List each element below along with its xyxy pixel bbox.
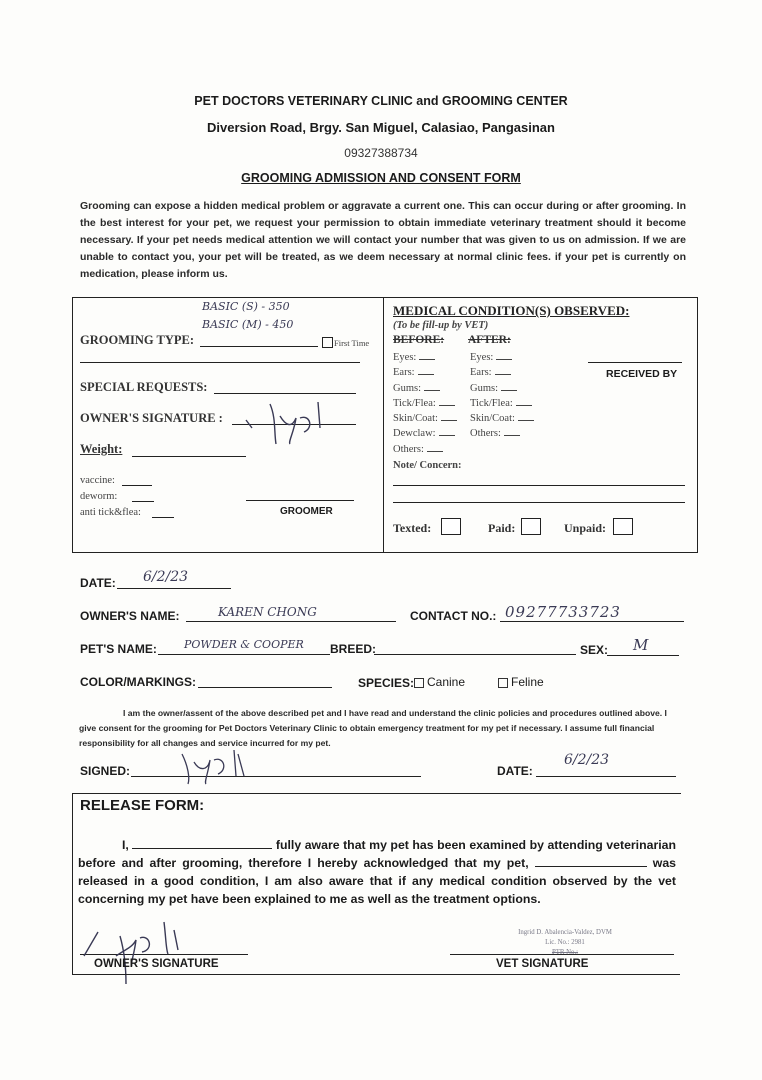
after-blank[interactable] bbox=[501, 382, 517, 391]
after-label: Ears: bbox=[470, 367, 492, 379]
note-line-2[interactable] bbox=[393, 502, 685, 503]
release-vet-sig-label: VET SIGNATURE bbox=[496, 958, 589, 970]
grooming-extra-line[interactable] bbox=[80, 362, 360, 363]
before-row bbox=[393, 397, 457, 412]
before-row bbox=[393, 366, 457, 381]
signing-date-value: 6/2/23 bbox=[564, 752, 610, 768]
signing-date-label: DATE: bbox=[497, 764, 533, 778]
date-line[interactable] bbox=[117, 588, 231, 589]
signing-date-line[interactable] bbox=[536, 776, 676, 777]
signed-label: SIGNED: bbox=[80, 764, 131, 778]
before-label: Skin/Coat: bbox=[393, 413, 438, 425]
form-title: GROOMING ADMISSION AND CONSENT FORM bbox=[241, 171, 521, 185]
intro-paragraph: Grooming can expose a hidden medical problem or aggravate a current one. This can occur during or after grooming. In the best interest for your pet, we request your permission to obtain immediate veterinary treatment should it become necessary. If your pet needs medical attention we will contact your number that was given to us on admission. If we are unable to contact you, your pet will be treated, as we deem necessary at normal clinic fees. if your pet is currently on medication, please inform us. bbox=[80, 200, 686, 280]
paid-label: Paid: bbox=[488, 521, 516, 535]
before-row bbox=[393, 443, 457, 458]
grooming-type-hand-1: BASIC (S) - 350 bbox=[202, 300, 290, 313]
before-label: BEFORE: bbox=[393, 334, 445, 346]
after-blank[interactable] bbox=[496, 351, 512, 360]
owner-name-label: OWNER'S NAME: bbox=[80, 609, 180, 623]
breed-line[interactable] bbox=[374, 654, 576, 655]
contact-label: CONTACT NO.: bbox=[410, 609, 497, 623]
after-row bbox=[470, 427, 534, 442]
consent-paragraph: I am the owner/assent of the above described pet and I have read and understand the clinic policies and procedures outlined above. I give consent for the grooming for Pet Doctors Veterinary Clinic to obtain emergency treatment for my pet if necessary. I assume full financial responsibility for all changes and service incurred for my pet. bbox=[79, 708, 667, 748]
release-text-1: I, bbox=[122, 838, 129, 852]
before-blank[interactable] bbox=[441, 412, 457, 421]
after-label: Skin/Coat: bbox=[470, 413, 515, 425]
sex-value: M bbox=[633, 636, 649, 654]
sex-line[interactable] bbox=[607, 655, 679, 656]
color-markings-label: COLOR/MARKINGS: bbox=[80, 675, 196, 689]
release-paragraph bbox=[78, 836, 676, 908]
before-blank[interactable] bbox=[439, 397, 455, 406]
after-blank[interactable] bbox=[516, 397, 532, 406]
groomer-line[interactable] bbox=[246, 500, 354, 501]
groomer-label: GROOMER bbox=[280, 506, 333, 517]
release-vet-sig-line[interactable] bbox=[450, 954, 674, 955]
after-label: Others: bbox=[470, 428, 501, 440]
after-row bbox=[470, 412, 534, 427]
species-label: SPECIES: bbox=[358, 676, 415, 690]
contact-value: 09277733723 bbox=[505, 603, 621, 621]
clinic-address: Diversion Road, Brgy. San Miguel, Calasiao, Pangasinan bbox=[207, 120, 555, 135]
before-label: Gums: bbox=[393, 382, 422, 394]
before-row bbox=[393, 412, 457, 427]
before-label: Dewclaw: bbox=[393, 428, 436, 440]
after-blank[interactable] bbox=[504, 427, 520, 436]
note-line-1[interactable] bbox=[393, 485, 685, 486]
special-requests-line[interactable] bbox=[214, 393, 356, 394]
vet-stamp-ptr: PTR No.: bbox=[551, 949, 579, 956]
note-label: Note/ Concern: bbox=[393, 460, 462, 471]
grooming-type-line[interactable] bbox=[200, 346, 318, 347]
owner-name-value: KAREN CHONG bbox=[218, 605, 317, 619]
antitick-line[interactable] bbox=[152, 517, 174, 518]
release-owner-sig-label: OWNER'S SIGNATURE bbox=[94, 958, 219, 970]
before-blank[interactable] bbox=[439, 427, 455, 436]
texted-checkbox[interactable] bbox=[441, 518, 461, 535]
before-blank[interactable] bbox=[424, 382, 440, 391]
after-list bbox=[470, 351, 534, 443]
before-label: Tick/Flea: bbox=[393, 397, 436, 409]
vaccine-line[interactable] bbox=[122, 485, 152, 486]
received-by-label: RECEIVED BY bbox=[606, 368, 678, 380]
after-row bbox=[470, 351, 534, 366]
after-blank[interactable] bbox=[518, 412, 534, 421]
breed-label: BREED: bbox=[330, 642, 377, 656]
color-markings-line[interactable] bbox=[198, 687, 332, 688]
release-bottom-line bbox=[72, 974, 680, 975]
before-list bbox=[393, 351, 457, 458]
before-row bbox=[393, 427, 457, 442]
pet-name-label: PET'S NAME: bbox=[80, 642, 157, 656]
texted-label: Texted: bbox=[393, 521, 432, 535]
canine-checkbox[interactable] bbox=[414, 678, 424, 688]
release-title: RELEASE FORM: bbox=[80, 797, 205, 814]
paid-checkbox[interactable] bbox=[521, 518, 541, 535]
vaccine-label: vaccine: bbox=[80, 475, 115, 486]
owner-name-line[interactable] bbox=[186, 621, 396, 622]
signed-line[interactable] bbox=[131, 776, 421, 777]
feline-checkbox[interactable] bbox=[498, 678, 508, 688]
before-row bbox=[393, 382, 457, 397]
deworm-label: deworm: bbox=[80, 491, 118, 502]
after-label: AFTER: bbox=[468, 334, 511, 346]
after-label: Tick/Flea: bbox=[470, 397, 513, 409]
grooming-type-label: GROOMING TYPE: bbox=[80, 333, 195, 347]
sex-label: SEX: bbox=[580, 643, 609, 657]
vet-stamp-lic: Lic. No.: 2981 bbox=[545, 939, 585, 946]
grooming-type-hand-2: BASIC (M) - 450 bbox=[202, 318, 294, 331]
release-pet-line[interactable] bbox=[535, 856, 647, 867]
release-text-2: fully aware that my pet has been examined by attending veterinarian before and after grooming, therefore I hereby acknowledged that my pet, bbox=[78, 838, 677, 870]
before-label: Eyes: bbox=[393, 352, 417, 363]
pet-name-value: POWDER & COOPER bbox=[184, 638, 304, 651]
contact-line[interactable] bbox=[500, 621, 684, 622]
first-time-label: First Time bbox=[334, 338, 370, 348]
after-row bbox=[470, 397, 534, 412]
medical-title: MEDICAL CONDITION(S) OBSERVED: bbox=[393, 303, 630, 318]
before-row bbox=[393, 351, 457, 366]
unpaid-label: Unpaid: bbox=[564, 521, 607, 535]
before-label: Ears: bbox=[393, 367, 415, 379]
date-value: 6/2/23 bbox=[143, 569, 189, 585]
canine-label: Canine bbox=[427, 675, 466, 689]
deworm-line[interactable] bbox=[132, 501, 154, 502]
special-requests-label: SPECIAL REQUESTS: bbox=[80, 380, 208, 394]
medical-subtitle: (To be fill-up by VET) bbox=[393, 320, 489, 331]
owner-signature-scribble-1 bbox=[240, 398, 330, 446]
antitick-label: anti tick&flea: bbox=[80, 507, 141, 518]
release-text-3: was released in a good condition, I am also aware that if any medical condition observed by the vet concerning my pet have been explained to me as well as the treatment options. bbox=[78, 856, 677, 906]
pet-name-line[interactable] bbox=[158, 654, 330, 655]
clinic-phone: 09327388734 bbox=[344, 146, 418, 160]
feline-label: Feline bbox=[511, 675, 544, 689]
weight-label: Weight: bbox=[80, 442, 123, 456]
box-divider bbox=[383, 297, 384, 553]
vet-stamp-name: Ingrid D. Abalencia-Valdez, DVM bbox=[518, 929, 612, 936]
before-blank[interactable] bbox=[427, 443, 443, 452]
after-label: Gums: bbox=[470, 382, 499, 394]
before-blank[interactable] bbox=[418, 366, 434, 375]
first-time-checkbox[interactable] bbox=[322, 337, 333, 348]
unpaid-checkbox[interactable] bbox=[613, 518, 633, 535]
after-label: Eyes: bbox=[470, 352, 494, 363]
after-blank[interactable] bbox=[495, 366, 511, 375]
signed-scribble-1 bbox=[178, 748, 248, 786]
release-name-line[interactable] bbox=[132, 838, 272, 849]
clinic-name: PET DOCTORS VETERINARY CLINIC and GROOMING CENTER bbox=[194, 94, 568, 108]
weight-line[interactable] bbox=[132, 456, 246, 457]
after-row bbox=[470, 382, 534, 397]
release-owner-scribble-1 bbox=[80, 920, 190, 986]
date-label: DATE: bbox=[80, 576, 116, 590]
after-row bbox=[470, 366, 534, 381]
before-blank[interactable] bbox=[419, 351, 435, 360]
before-label: Others: bbox=[393, 443, 424, 455]
owner-signature-label: OWNER'S SIGNATURE : bbox=[80, 411, 223, 425]
received-by-line[interactable] bbox=[588, 362, 682, 363]
